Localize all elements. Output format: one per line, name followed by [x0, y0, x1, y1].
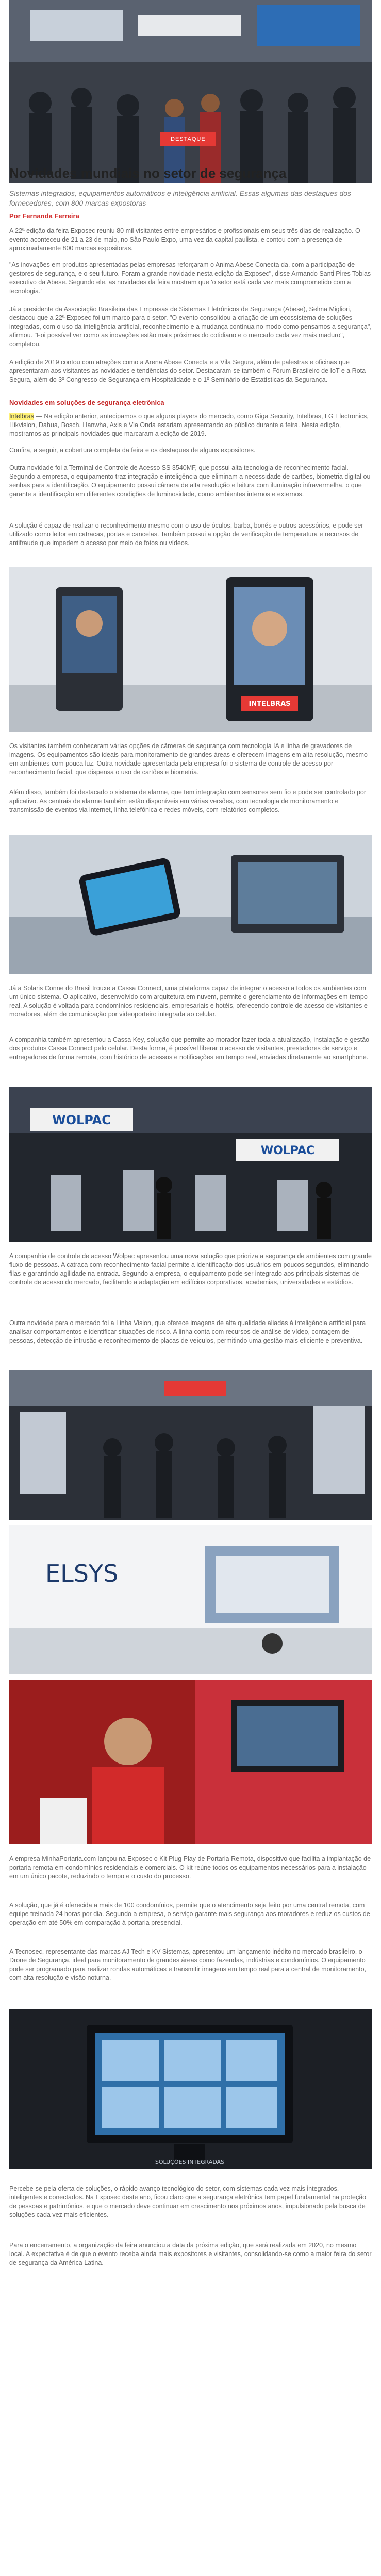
- wolpac-booth-photo: [9, 1087, 372, 1242]
- category-badge[interactable]: DESTAQUE: [160, 132, 216, 146]
- section-subheading: Novidades em soluções de segurança eletrônica: [9, 399, 164, 406]
- paragraph: Percebe-se pela oferta de soluções, o rápido avanço tecnológico do setor, com sistemas cada vez mais integrados, inteligentes e conectados. Na Exposec deste ano, ficou claro que a segurança eletrônica tem papel fundamental na proteção de pessoas e patrimônios, e que o mercado deve continuar em crescimento nos próximos anos, impulsionado pela busca de soluções cada vez mais eficientes.: [9, 2185, 367, 2218]
- paragraph: Já a presidente da Associação Brasileira das Empresas de Sistemas Eletrônicos de Segurança (Abese), Selma Migliori, destacou que a 22ª Exposec foi um marco para o setor. "O evento consolidou a criação de um ecossistema de soluções integradas, com o uso da inteligência artificial, reconhecimento e a mudança contínua no modo como pensamos a segurança", afirmou. "Foi possível ver como as inovações estão mais próximas do cotidiano e o mercado cada vez mais maduro", completou.: [9, 306, 372, 348]
- paragraph: Para o encerramento, a organização da feira anunciou a data da próxima edição, que será realizada em 2020, no mesmo local. A expectativa é de que o evento receba ainda mais expositores e visitantes, consolidando-se como a maior feira do setor de segurança da América Latina.: [9, 2242, 372, 2266]
- paragraph: A empresa MinhaPortaria.com lançou na Exposec o Kit Plug Play de Portaria Remota, dispositivo que facilita a implantação de portaria remota em condomínios residenciais e comerciais. O kit reúne todos os equipamentos necessários para a instalação em um único pacote, reduzindo o tempo e o custo do processo.: [9, 1855, 371, 1880]
- paragraph: Já a Solaris Conne do Brasil trouxe a Cassa Connect, uma plataforma capaz de integrar o acesso a todos os ambientes com um único sistema. O aplicativo, desenvolvido com arquitetura em nuvem, permite o gerenciamento de informações em tempo real. A solução é voltada para condomínios residenciais, empresariais e hotéis, oferecendo controle de acesso de visitantes e moradores, além de comunicação por videoporteiro integrada ao celular.: [9, 985, 368, 1018]
- device-brand-text: INTELBRAS: [249, 700, 291, 708]
- highlighted-keyword: Intelbras: [9, 413, 34, 420]
- paragraph: A 22ª edição da feira Exposec reuniu 80 mil visitantes entre empresários e profissionais em seus três dias de realização. O evento aconteceu de 21 a 23 de maio, no São Paulo Expo, uma vez da capital paulista, e contou com a presença de aproximadamente 800 marcas expositoras.: [9, 227, 360, 252]
- wolpac-logo-text: WOLPAC: [260, 1144, 315, 1157]
- presenter-photo: [9, 1680, 372, 1844]
- elsys-booth-photo: [9, 1525, 372, 1674]
- monitor-photo: [9, 2009, 372, 2169]
- paragraph: Os visitantes também conheceram várias opções de câmeras de segurança com tecnologia IA e linha de gravadores de imagens. Os equipamentos são ideais para monitoramento de grandes áreas e oferecem imagens em alta resolução, mesmo em ambientes com pouca luz. Outra novidade apresentada pela empresa foi o sistema de controle de acesso por reconhecimento facial, que dispensa o uso de cartões e biometria.: [9, 742, 368, 776]
- paragraph: Confira, a seguir, a cobertura completa da feira e os destaques de alguns expositores.: [9, 447, 256, 454]
- terminal-photo: [9, 567, 372, 732]
- elsys-logo-text: ELSYS: [45, 1560, 119, 1587]
- smartphone-photo: [9, 835, 372, 974]
- paragraph: Outra novidade para o mercado foi a Linha Vision, que oferece imagens de alta qualidade aliadas à inteligência artificial para analisar comportamentos e identificar situações de risco. A linha conta com recursos de análise de vídeo, contagem de pessoas, detecção de intrusão e reconhecimento de placas de veículos, permitindo uma gestão mais eficiente e preventiva.: [9, 1319, 366, 1344]
- paragraph: Outra novidade foi a Terminal de Controle de Acesso SS 3540MF, que possui alta tecnologia de reconhecimento facial. Segundo a empresa, o equipamento traz integração e inteligência que eliminam a necessidade de cartões, biometria digital ou senhas para a identificação. O equipamento possui câmera de alta resolução e leitura com iluminação infravermelha, o que garante a identificação em diferentes condições de luminosidade, como ambientes internos e externos.: [9, 464, 371, 498]
- article-author[interactable]: Por Fernanda Ferreira: [9, 212, 79, 220]
- article-lead: Sistemas integrados, equipamentos automáticos e inteligência artificial. Essas algumas das destaques dos fornecedores, com 800 marcas expostoras: [9, 189, 352, 207]
- article-title: Novidades mundiais no setor de segurança: [9, 165, 287, 181]
- paragraph: A solução é capaz de realizar o reconhecimento mesmo com o uso de óculos, barba, bonés e outros acessórios, e pode ser utilizado como leitor em catracas, portas e cancelas. Também possui a opção de verificação de temperatura e recursos de antifraude que impedem o acesso por meio de fotos ou vídeos.: [9, 522, 363, 547]
- paragraph: A Tecnosec, representante das marcas AJ Tech e KV Sistemas, apresentou um lançamento inédito no mercado brasileiro, o Drone de Segurança, ideal para monitoramento de grandes áreas como fazendas, indústrias e condomínios. O equipamento pode ser programado para realizar rondas automáticas e transmitir imagens em tempo real para a central de monitoramento, com alta resolução e visão noturna.: [9, 1948, 367, 1981]
- paragraph: Além disso, também foi destacado o sistema de alarme, que tem integração com sensores sem fio e pode ser controlado por aplicativo. As centrais de alarme também estão disponíveis em várias versões, com tecnologia de monitoramento e transmissão de eventos via internet, linha telefônica e redes móveis, com relatórios completos.: [9, 789, 367, 814]
- paragraph: Intelbras — Na edição anterior, antecipamos o que alguns players do mercado, como Giga Security, Intelbras, LG Electronics, Hikvision, Dahua, Bosch, Hanwha, Axis e Via Onda estariam apresentando ao público durante a feira. Nesta edição, mostramos as principais novidades que marcaram a edição de 2019.: [9, 413, 369, 437]
- paragraph: "As inovações em produtos apresentadas pelas empresas reforçaram o Anima Abese Conecta da, com a participação de gestores de segurança, e o seu futuro. Foram a grande novidade nesta edição da Exposec", disse Armando Santi Pires Tobias executivo da Abese. Segundo ele, as novidades da feira mostram que 'o setor está cada vez mais comprometido com a tecnologia.': [9, 261, 371, 295]
- monitor-caption-text: SOLUÇÕES INTEGRADAS: [155, 2159, 225, 2165]
- paragraph: A solução, que já é oferecida a mais de 100 condomínios, permite que o atendimento seja feito por uma central remota, com equipe treinada 24 horas por dia. Segundo a empresa, o serviço garante mais segurança aos moradores e reduz os custos de operação em até 50% em comparação à portaria presencial.: [9, 1902, 370, 1926]
- paragraph: A companhia de controle de acesso Wolpac apresentou uma nova solução que prioriza a segurança de ambientes com grande fluxo de pessoas. A catraca com reconhecimento facial permite a identificação dos usuários em poucos segundos, eliminando filas e garantindo agilidade na entrada. Segundo a empresa, o equipamento pode ser integrado aos principais sistemas de controle de acesso do mercado, facilitando a adaptação em edifícios corporativos, academias, universidades e estádios.: [9, 1252, 372, 1286]
- paragraph: A companhia também apresentou a Cassa Key, solução que permite ao morador fazer toda a atualização, instalação e gestão dos produtos Cassa Connect pelo celular. Desta forma, é possível liberar o acesso de visitantes, prestadores de serviço e entregadores de forma remota, com histórico de acessos e notificações em tempo real, enviadas diretamente ao smartphone.: [9, 1036, 370, 1061]
- corridor-photo: [9, 1370, 372, 1520]
- hero-photo: [9, 0, 372, 183]
- wolpac-logo-text: WOLPAC: [52, 1113, 111, 1127]
- paragraph: A edição de 2019 contou com atrações como a Arena Abese Conecta e a Vila Segura, além de palestras e oficinas que apresentaram aos visitantes as novidades e tendências do setor. Destacaram-se também o Fórum Brasileiro de IoT e a Rota Segura, além do 3º Congresso de Segurança em Hospitalidade e o 1º Seminário de Estatísticas da Segurança.: [9, 359, 366, 383]
